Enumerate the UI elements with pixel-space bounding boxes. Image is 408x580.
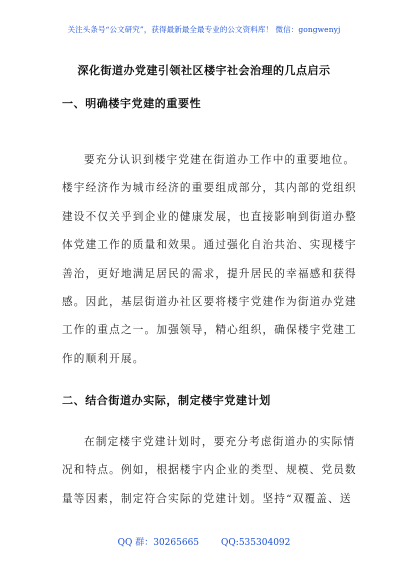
paragraph-line: 建设不仅关乎到企业的健康发展，也直接影响到街道办整 (62, 210, 357, 223)
header-banner: 关注头条号“公文研究”，获得最新最全最专业的公文资料库！ 微信：gongwenyj (67, 25, 341, 34)
paragraph-line: 楼宇经济作为城市经济的重要组成部分，其内部的党组织 (62, 182, 357, 195)
section-heading-1: 一、明确楼宇党建的重要性 (62, 97, 202, 110)
footer-contact (0, 535, 408, 548)
paragraph-line: 要充分认识到楼宇党建在街道办工作中的重要地位。 (84, 154, 356, 166)
paragraph-line: 工作的重点之一。加强领导，精心组织，确保楼宇党建工 (62, 324, 357, 337)
paragraph-line: 体党建工作的质量和效果。通过强化自治共治、实现楼宇 (62, 239, 357, 252)
paragraph-line: 感。因此，基层街道办社区要将楼宇党建作为街道办党建 (62, 295, 357, 308)
paragraph-line: 量等因素，制定符合实际的党建计划。坚持“双覆盖、送 (62, 492, 352, 505)
section-2-paragraph (62, 428, 357, 513)
document-title: 深化街道办党建引领社区楼宇社会治理的几点启示 (77, 64, 331, 77)
paragraph-line: 况和特点。例如，根据楼宇内企业的类型、规模、党员数 (62, 464, 357, 477)
section-heading-2: 二、结合街道办实际，制定楼宇党建计划 (62, 394, 271, 407)
paragraph-line: 作的顺利开展。 (62, 352, 145, 365)
footer-qq-group: QQ 群：30265665 (117, 538, 200, 548)
footer-qq: QQ:535304092 (221, 538, 291, 548)
paragraph-line: 善治，更好地满足居民的需求，提升居民的幸福感和获得 (62, 267, 357, 280)
paragraph-line: 在制定楼宇党建计划时，要充分考虑街道办的实际情 (84, 436, 356, 448)
section-1-paragraph (62, 146, 357, 373)
